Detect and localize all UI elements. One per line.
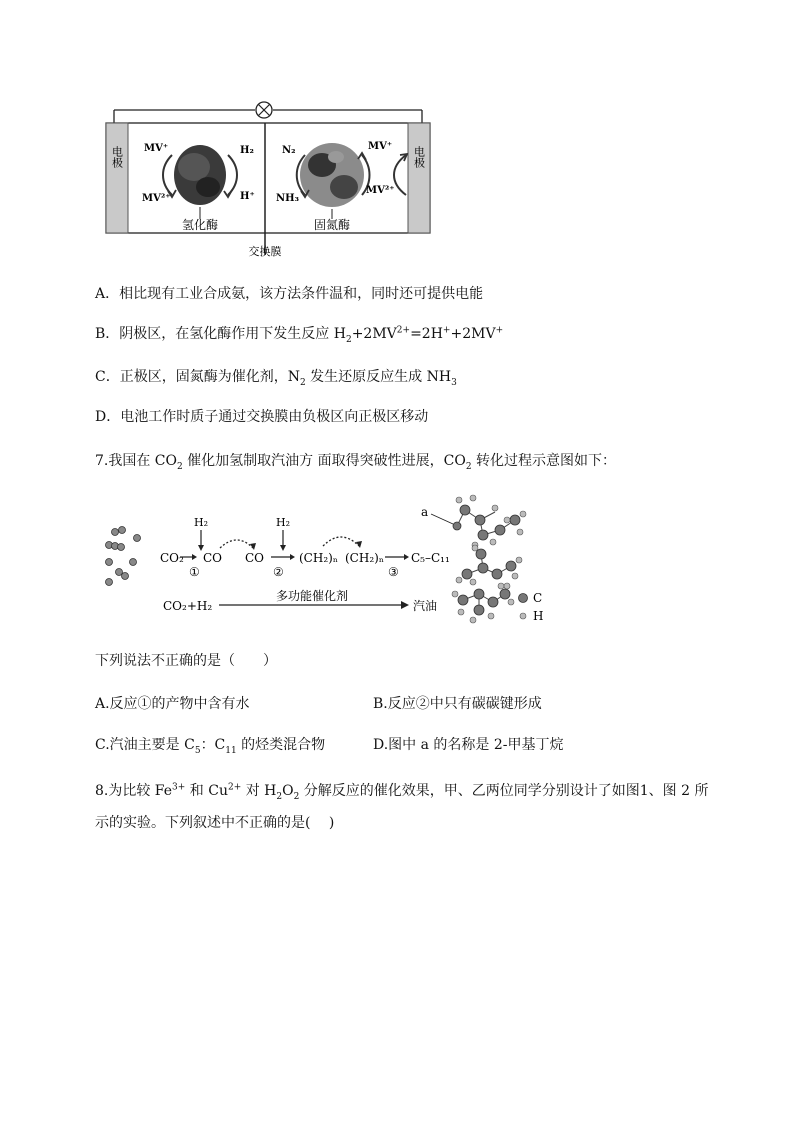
q6-option-b bbox=[95, 323, 503, 345]
membrane-label: 交换膜 bbox=[248, 245, 282, 258]
q7-stem-1: 7.我国在 CO bbox=[95, 453, 177, 469]
q6-option-b-text-1: B．阴极区，在氢化酶作用下发生反应 H bbox=[95, 326, 346, 342]
sub-two: 2 bbox=[177, 461, 183, 472]
sup-2plus: 2+ bbox=[396, 325, 411, 336]
q6-option-c-text-1: C．正极区，固氮酶为催化剂，N bbox=[95, 369, 300, 385]
q8-text-5: 分解反应的催化效果，甲、乙两位同学分别设计了如图1、图 2 所 bbox=[299, 783, 709, 799]
q7-stem bbox=[95, 450, 616, 472]
q6-option-b-text-2: +2MV bbox=[351, 326, 397, 342]
legend-hydrogen-dot bbox=[520, 613, 526, 619]
co-label-2: CO bbox=[245, 551, 265, 565]
c5-c11-label: C₅–C₁₁ bbox=[411, 551, 450, 565]
mv2-right: MV²⁺ bbox=[366, 185, 395, 196]
sup-3plus: 3+ bbox=[172, 782, 186, 793]
step-1-label: ① bbox=[189, 565, 200, 579]
q6-option-a: A．相比现有工业合成氨，该方法条件温和，同时还可提供电能 bbox=[95, 286, 484, 302]
sub-three: 3 bbox=[451, 377, 457, 388]
q8-stem-line-2: 示的实验。下列叙述中不正确的是( ) bbox=[95, 815, 335, 831]
co2-conversion-diagram bbox=[95, 490, 555, 640]
h2-label-1: H₂ bbox=[194, 516, 209, 529]
q6-option-b-text-3: =2H bbox=[410, 326, 443, 342]
sub-two: 2 bbox=[293, 791, 300, 802]
q8-text-1: 8.为比较 Fe bbox=[95, 783, 173, 799]
q6-option-c bbox=[95, 366, 457, 388]
legend-h-label: H bbox=[533, 609, 544, 623]
legend-carbon-dot bbox=[519, 594, 528, 603]
q8-text-3: 对 H bbox=[241, 783, 277, 799]
q7-prompt: 下列说法不正确的是（ ） bbox=[95, 653, 277, 669]
co-label-1: CO bbox=[203, 551, 223, 565]
q6-option-c-text-2: 发生还原反应生成 NH bbox=[305, 369, 452, 385]
left-electrode bbox=[106, 123, 128, 233]
nh3-label: NH₃ bbox=[276, 193, 299, 204]
sup-plus: + bbox=[442, 325, 451, 336]
ch2n-label-2: (CH₂)ₙ bbox=[345, 551, 385, 565]
right-electrode-label: 电极 bbox=[412, 146, 426, 168]
q7-stem-3: 转化过程示意图如下： bbox=[471, 453, 617, 469]
hydrogenase-enzyme-shape bbox=[174, 145, 226, 205]
q8-stem-line-1 bbox=[95, 780, 708, 802]
step-2-label: ② bbox=[273, 565, 284, 579]
label-a: a bbox=[421, 505, 429, 519]
nitrogenase-enzyme-shape bbox=[300, 143, 364, 207]
mv-plus-right: MV⁺ bbox=[368, 141, 393, 152]
bulb-icon bbox=[256, 102, 272, 118]
step-3-label: ③ bbox=[388, 565, 399, 579]
q7-option-c bbox=[95, 734, 325, 756]
sub-two: 2 bbox=[345, 334, 352, 345]
sup-2plus: 2+ bbox=[227, 782, 242, 793]
nitrogenase-label: 固氮酶 bbox=[313, 218, 351, 232]
q7-option-a: A.反应①的产物中含有水 bbox=[95, 696, 250, 712]
sub-two: 2 bbox=[465, 461, 472, 472]
sup-plus: + bbox=[495, 325, 504, 336]
q7-option-c-text-2: ：C bbox=[200, 737, 226, 753]
q7-option-d: D.图中 a 的名称是 2-甲基丁烷 bbox=[373, 737, 564, 753]
mv-plus-left: MV⁺ bbox=[144, 143, 169, 154]
ch2n-label-1: (CH₂)ₙ bbox=[299, 551, 339, 565]
q7-option-c-text-1: C.汽油主要是 C bbox=[95, 737, 195, 753]
q6-option-d: D．电池工作时质子通过交换膜由负极区向正极区移动 bbox=[95, 409, 429, 425]
sub-two: 2 bbox=[276, 791, 283, 802]
co2-label: CO₂ bbox=[160, 551, 184, 565]
q7-option-c-text-3: 的烃类混合物 bbox=[236, 737, 326, 753]
q6-option-b-text-4: +2MV bbox=[450, 326, 496, 342]
hydrogenase-label: 氢化酶 bbox=[181, 218, 219, 232]
biofuel-cell-diagram bbox=[100, 95, 440, 265]
q7-option-b: B.反应②中只有碳碳键形成 bbox=[373, 696, 542, 712]
sub-five: 5 bbox=[194, 745, 201, 756]
gasoline-label: 汽油 bbox=[413, 599, 438, 613]
co2-h2-label: CO₂+H₂ bbox=[163, 599, 213, 613]
q8-text-4: O bbox=[282, 783, 294, 799]
sub-two: 2 bbox=[299, 377, 306, 388]
right-electrode bbox=[408, 123, 430, 233]
co2-molecule-cluster bbox=[106, 527, 141, 586]
sub-eleven: 11 bbox=[225, 745, 237, 756]
n2-label: N₂ bbox=[282, 145, 296, 156]
catalyst-label: 多功能催化剂 bbox=[275, 589, 349, 603]
left-electrode-label: 电极 bbox=[110, 146, 124, 168]
hplus-label: H⁺ bbox=[240, 191, 255, 202]
q8-text-2: 和 Cu bbox=[185, 783, 228, 799]
mv2-left: MV²⁺ bbox=[142, 193, 171, 204]
legend-c-label: C bbox=[533, 591, 543, 605]
h2-label-2: H₂ bbox=[276, 516, 291, 529]
h2-label: H₂ bbox=[240, 145, 254, 156]
q7-stem-2: 催化加氢制取汽油方 面取得突破性进展，CO bbox=[182, 453, 466, 469]
